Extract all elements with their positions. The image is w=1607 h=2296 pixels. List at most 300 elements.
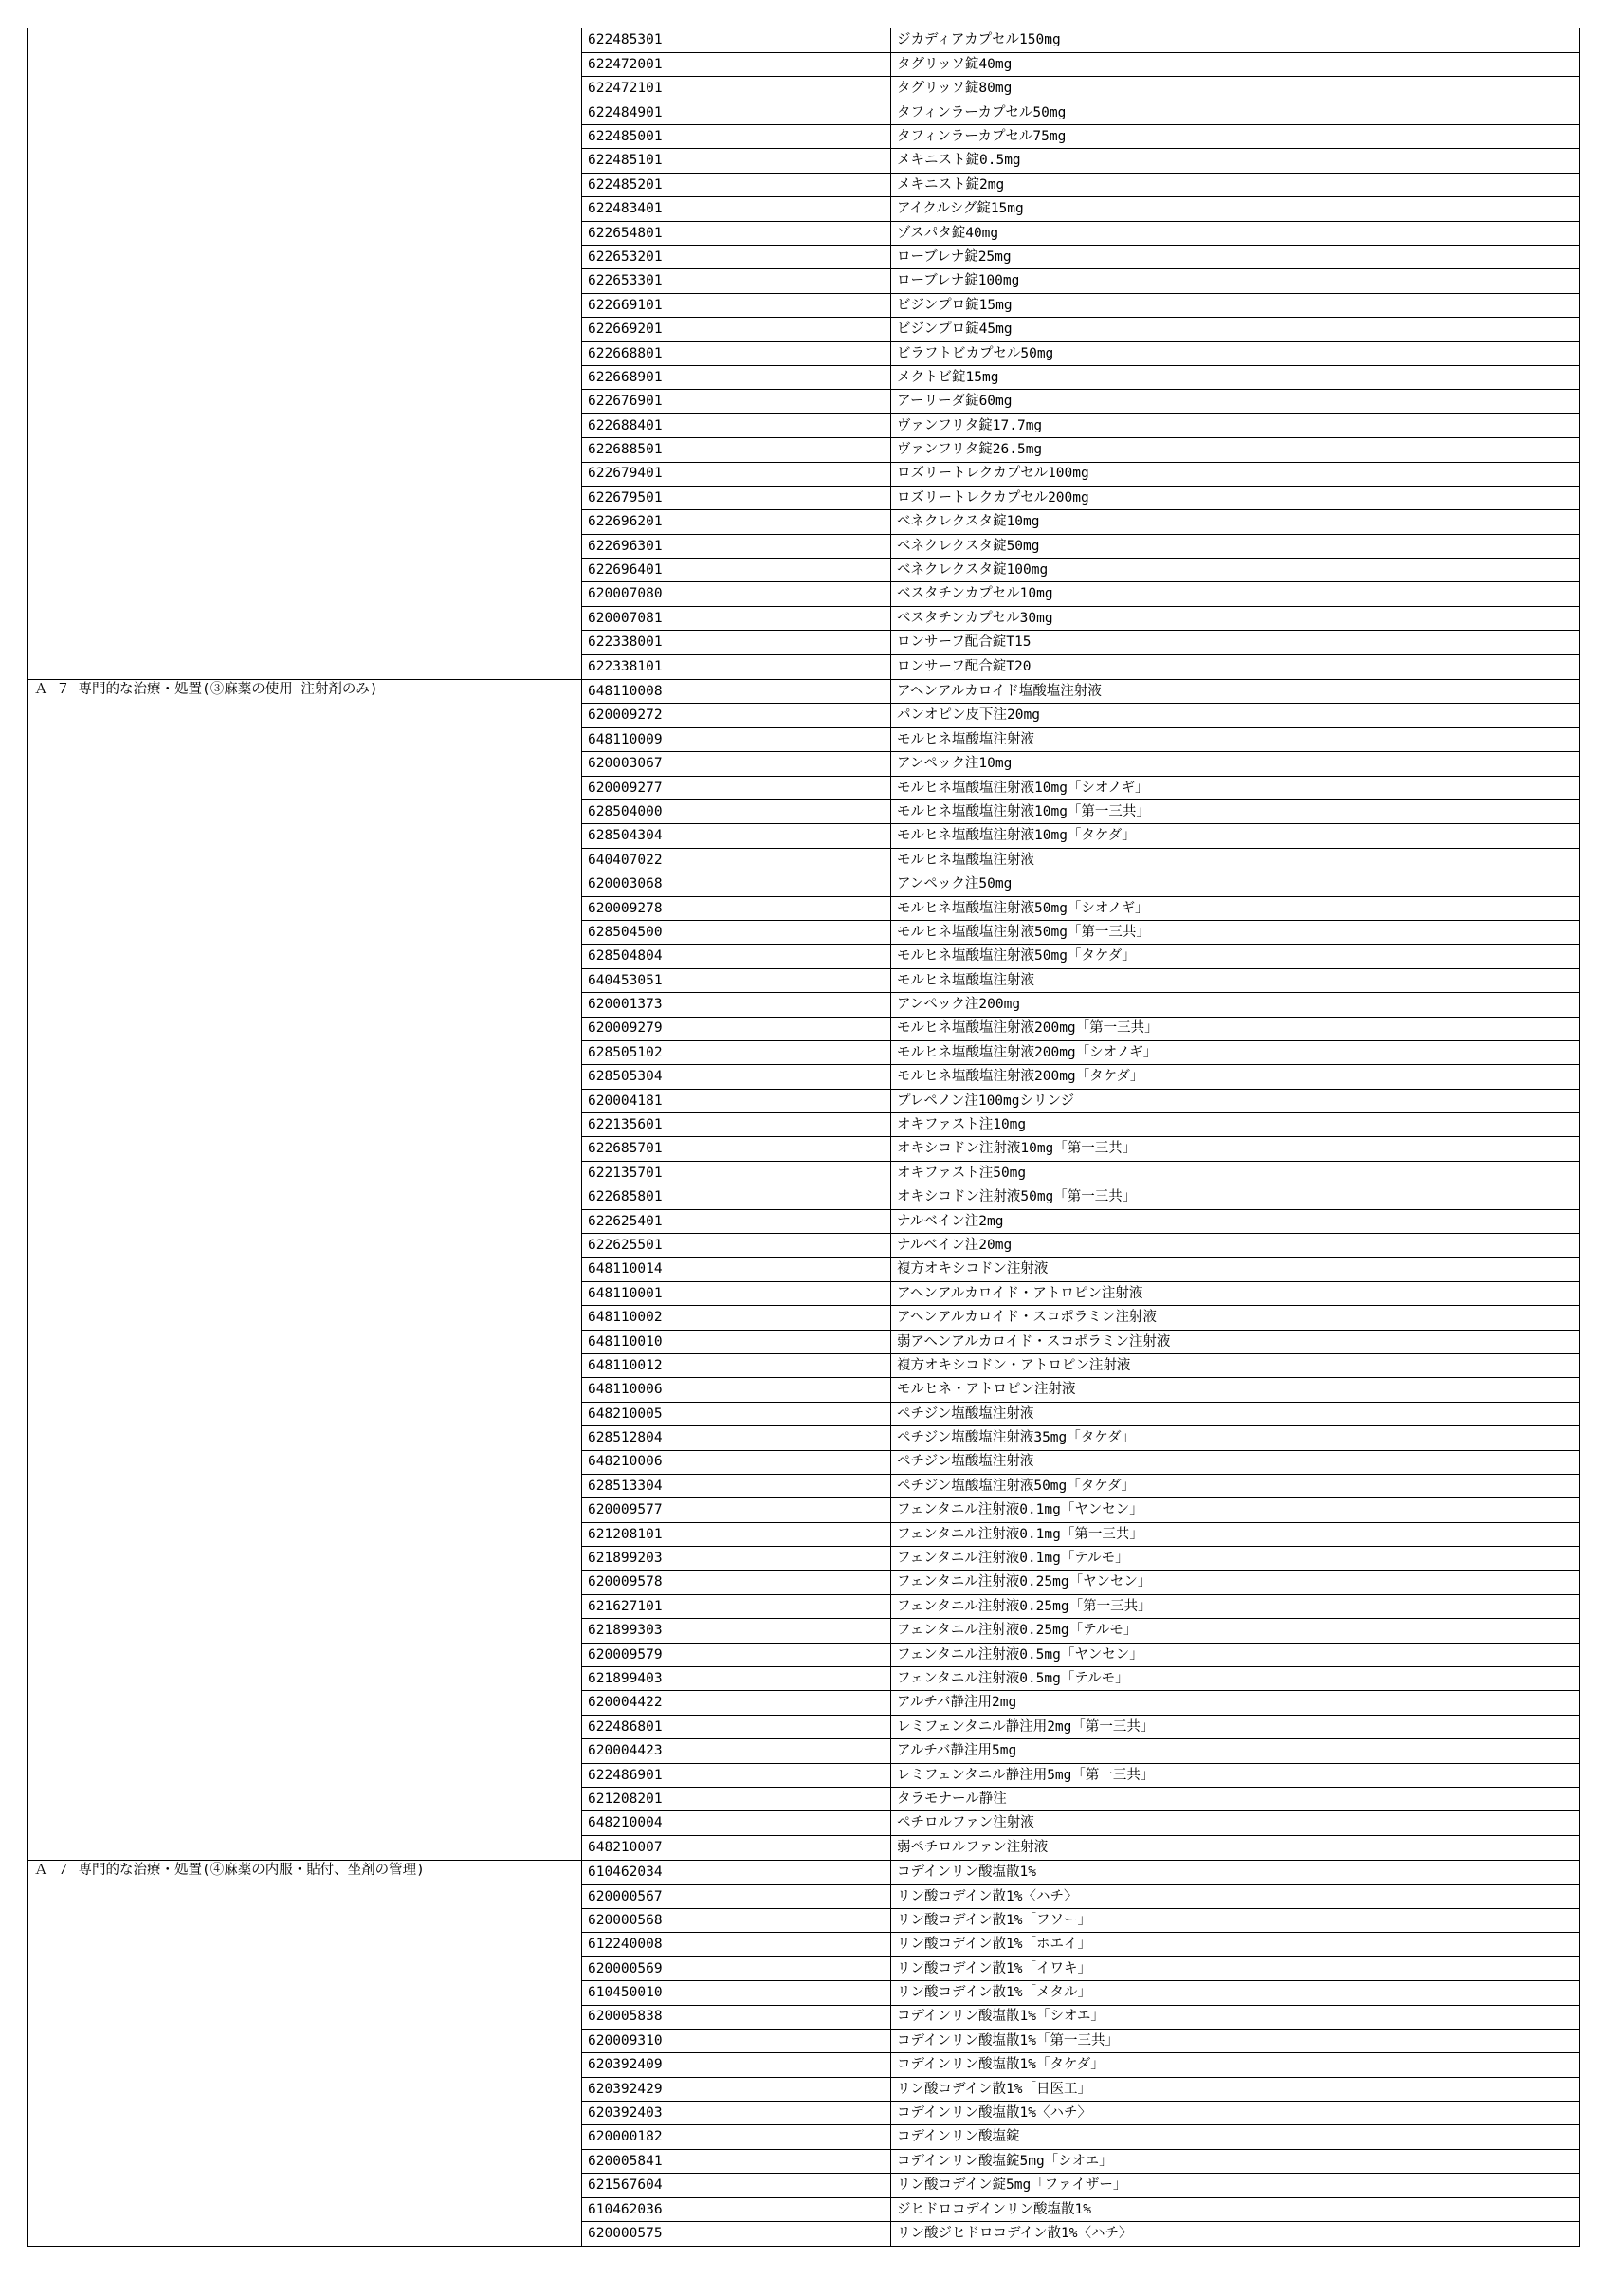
table-row bbox=[28, 1643, 1580, 1666]
category-cell-continued bbox=[28, 197, 582, 221]
drug-code-cell: 622485001 bbox=[582, 125, 891, 149]
table-row bbox=[28, 365, 1580, 389]
category-cell-continued bbox=[28, 390, 582, 413]
table-row bbox=[28, 1281, 1580, 1305]
category-cell-continued bbox=[28, 1835, 582, 1860]
category-cell-continued bbox=[28, 896, 582, 920]
drug-code-cell: 620392403 bbox=[582, 2102, 891, 2125]
table-row bbox=[28, 77, 1580, 101]
drug-name-cell: ロンサーフ配合錠T15 bbox=[891, 631, 1580, 654]
table-row bbox=[28, 1981, 1580, 2005]
table-row bbox=[28, 510, 1580, 534]
drug-name-cell: モルヒネ塩酸塩注射液10mg「シオノギ」 bbox=[891, 776, 1580, 799]
drug-name-cell: ペチジン塩酸塩注射液 bbox=[891, 1450, 1580, 1474]
category-cell-continued bbox=[28, 1161, 582, 1185]
category-cell-continued bbox=[28, 1330, 582, 1353]
category-cell-continued bbox=[28, 269, 582, 293]
drug-name-cell: コデインリン酸塩散1%「タケダ」 bbox=[891, 2053, 1580, 2077]
table-row bbox=[28, 582, 1580, 606]
drug-code-cell: 648110001 bbox=[582, 1281, 891, 1305]
table-row bbox=[28, 2102, 1580, 2125]
drug-code-cell: 622338101 bbox=[582, 654, 891, 679]
drug-name-cell: モルヒネ塩酸塩注射液10mg「タケダ」 bbox=[891, 824, 1580, 848]
category-cell-continued bbox=[28, 824, 582, 848]
table-row bbox=[28, 824, 1580, 848]
drug-name-cell: リン酸コデイン散1%〈ハチ〉 bbox=[891, 1884, 1580, 1908]
category-cell-continued bbox=[28, 1040, 582, 1064]
drug-name-cell: レミフェンタニル静注用2mg「第一三共」 bbox=[891, 1715, 1580, 1738]
drug-name-cell: ビジンプロ錠15mg bbox=[891, 293, 1580, 317]
category-cell-continued bbox=[28, 341, 582, 365]
table-row bbox=[28, 1306, 1580, 1330]
category-cell-continued bbox=[28, 365, 582, 389]
category-cell-continued bbox=[28, 1209, 582, 1233]
drug-code-cell: 622486901 bbox=[582, 1763, 891, 1787]
drug-name-cell: ヴァンフリタ錠17.7mg bbox=[891, 413, 1580, 437]
drug-code-cell: 620392409 bbox=[582, 2053, 891, 2077]
category-cell-continued bbox=[28, 293, 582, 317]
category-cell-continued bbox=[28, 1981, 582, 2005]
category-cell-continued bbox=[28, 2053, 582, 2077]
table-row bbox=[28, 1426, 1580, 1450]
category-cell-continued bbox=[28, 968, 582, 992]
drug-name-cell: ジヒドロコデインリン酸塩散1% bbox=[891, 2197, 1580, 2221]
drug-name-cell: コデインリン酸塩錠 bbox=[891, 2125, 1580, 2149]
category-cell-continued bbox=[28, 1643, 582, 1666]
drug-code-cell: 620009578 bbox=[582, 1570, 891, 1594]
drug-code-cell: 628512804 bbox=[582, 1426, 891, 1450]
table-row bbox=[28, 318, 1580, 341]
table-row bbox=[28, 1209, 1580, 1233]
category-cell-continued bbox=[28, 1185, 582, 1209]
drug-code-cell: 622484901 bbox=[582, 101, 891, 124]
category-cell-continued bbox=[28, 1498, 582, 1522]
category-cell bbox=[28, 28, 582, 53]
drug-name-cell: アヘンアルカロイド塩酸塩注射液 bbox=[891, 679, 1580, 704]
drug-name-cell: モルヒネ塩酸塩注射液200mg「シオノギ」 bbox=[891, 1040, 1580, 1064]
drug-code-cell: 628513304 bbox=[582, 1474, 891, 1497]
drug-code-cell: 622135701 bbox=[582, 1161, 891, 1185]
drug-name-cell: モルヒネ塩酸塩注射液10mg「第一三共」 bbox=[891, 800, 1580, 824]
drug-code-cell: 622625501 bbox=[582, 1234, 891, 1258]
table-row bbox=[28, 52, 1580, 76]
drug-name-cell: ペチジン塩酸塩注射液35mg「タケダ」 bbox=[891, 1426, 1580, 1450]
drug-code-cell: 621627101 bbox=[582, 1594, 891, 1618]
drug-name-cell: フェンタニル注射液0.5mg「ヤンセン」 bbox=[891, 1643, 1580, 1666]
drug-name-cell: ゾスパタ錠40mg bbox=[891, 221, 1580, 245]
drug-name-cell: ベネクレクスタ錠50mg bbox=[891, 534, 1580, 558]
table-row bbox=[28, 438, 1580, 462]
category-cell-continued bbox=[28, 1522, 582, 1546]
drug-code-cell: 620000567 bbox=[582, 1884, 891, 1908]
category-cell-continued bbox=[28, 1594, 582, 1618]
drug-name-cell: 複方オキシコドン注射液 bbox=[891, 1258, 1580, 1281]
table-row bbox=[28, 1763, 1580, 1787]
drug-name-cell: リン酸コデイン散1%「メタル」 bbox=[891, 1981, 1580, 2005]
category-cell-continued bbox=[28, 1234, 582, 1258]
category-cell-continued bbox=[28, 1908, 582, 1932]
drug-code-cell: 622135601 bbox=[582, 1113, 891, 1137]
table-row bbox=[28, 1667, 1580, 1691]
drug-name-cell: 弱ペチロルファン注射液 bbox=[891, 1835, 1580, 1860]
table-row bbox=[28, 2125, 1580, 2149]
drug-code-cell: 622486801 bbox=[582, 1715, 891, 1738]
category-cell-continued bbox=[28, 2077, 582, 2101]
category-cell: Ａ ７ 専門的な治療・処置(④麻薬の内服・貼付、坐剤の管理) bbox=[28, 1860, 582, 1884]
table-row bbox=[28, 173, 1580, 196]
category-cell-continued bbox=[28, 246, 582, 269]
drug-code-cell: 620003068 bbox=[582, 872, 891, 896]
category-cell-continued bbox=[28, 848, 582, 872]
drug-name-cell: モルヒネ塩酸塩注射液 bbox=[891, 848, 1580, 872]
category-cell-continued bbox=[28, 1715, 582, 1738]
category-cell-continued bbox=[28, 654, 582, 679]
drug-code-cell: 620000568 bbox=[582, 1908, 891, 1932]
category-cell-continued bbox=[28, 752, 582, 776]
category-cell-continued bbox=[28, 1017, 582, 1040]
drug-name-cell: ロズリートレクカプセル100mg bbox=[891, 462, 1580, 486]
drug-name-cell: リン酸コデイン錠5mg「ファイザー」 bbox=[891, 2174, 1580, 2197]
table-row bbox=[28, 101, 1580, 124]
table-row bbox=[28, 197, 1580, 221]
drug-name-cell: フェンタニル注射液0.1mg「ヤンセン」 bbox=[891, 1498, 1580, 1522]
table-row bbox=[28, 1402, 1580, 1425]
drug-name-cell: オキファスト注50mg bbox=[891, 1161, 1580, 1185]
category-cell-continued bbox=[28, 1884, 582, 1908]
category-cell-continued bbox=[28, 582, 582, 606]
table-row bbox=[28, 945, 1580, 968]
category-cell-continued bbox=[28, 1353, 582, 1377]
table-row bbox=[28, 1835, 1580, 1860]
drug-name-cell: ペチジン塩酸塩注射液 bbox=[891, 1402, 1580, 1425]
drug-code-cell: 620001373 bbox=[582, 993, 891, 1017]
table-row bbox=[28, 269, 1580, 293]
drug-code-cell: 620000182 bbox=[582, 2125, 891, 2149]
table-row bbox=[28, 1715, 1580, 1738]
drug-name-cell: オキシコドン注射液50mg「第一三共」 bbox=[891, 1185, 1580, 1209]
table-row bbox=[28, 2174, 1580, 2197]
drug-code-cell: 628504804 bbox=[582, 945, 891, 968]
drug-code-cell: 648110009 bbox=[582, 727, 891, 751]
table-row bbox=[28, 1040, 1580, 1064]
table-row bbox=[28, 149, 1580, 173]
table-row bbox=[28, 293, 1580, 317]
drug-name-cell: リン酸コデイン散1%「日医工」 bbox=[891, 2077, 1580, 2101]
drug-code-cell: 628504500 bbox=[582, 920, 891, 944]
category-cell-continued bbox=[28, 1065, 582, 1089]
table-row bbox=[28, 28, 1580, 53]
table-row bbox=[28, 776, 1580, 799]
drug-code-cell: 648110012 bbox=[582, 1353, 891, 1377]
drug-code-cell: 648110008 bbox=[582, 679, 891, 704]
table-row bbox=[28, 1956, 1580, 1980]
table-row bbox=[28, 246, 1580, 269]
table-row bbox=[28, 1258, 1580, 1281]
table-row bbox=[28, 2197, 1580, 2221]
table-row bbox=[28, 1474, 1580, 1497]
drug-name-cell: タフィンラーカプセル50mg bbox=[891, 101, 1580, 124]
table-row bbox=[28, 1619, 1580, 1643]
category-cell-continued bbox=[28, 318, 582, 341]
drug-name-cell: ペチジン塩酸塩注射液50mg「タケダ」 bbox=[891, 1474, 1580, 1497]
drug-name-cell: ペチロルファン注射液 bbox=[891, 1811, 1580, 1835]
table-row bbox=[28, 1522, 1580, 1546]
drug-code-table bbox=[27, 28, 1580, 2247]
drug-name-cell: アンペック注10mg bbox=[891, 752, 1580, 776]
category-cell-continued bbox=[28, 1450, 582, 1474]
category-cell-continued bbox=[28, 1788, 582, 1811]
table-row bbox=[28, 2222, 1580, 2247]
drug-code-cell: 640453051 bbox=[582, 968, 891, 992]
table-row bbox=[28, 800, 1580, 824]
category-cell-continued bbox=[28, 1763, 582, 1787]
drug-code-cell: 648210004 bbox=[582, 1811, 891, 1835]
drug-code-cell: 620004181 bbox=[582, 1089, 891, 1112]
drug-name-cell: ベスタチンカプセル10mg bbox=[891, 582, 1580, 606]
table-row bbox=[28, 704, 1580, 727]
table-row bbox=[28, 534, 1580, 558]
category-cell-continued bbox=[28, 413, 582, 437]
drug-name-cell: コデインリン酸塩散1% bbox=[891, 1860, 1580, 1884]
drug-name-cell: フェンタニル注射液0.25mg「ヤンセン」 bbox=[891, 1570, 1580, 1594]
drug-code-cell: 648110014 bbox=[582, 1258, 891, 1281]
category-cell-continued bbox=[28, 1137, 582, 1161]
drug-code-cell: 640407022 bbox=[582, 848, 891, 872]
drug-code-cell: 621567604 bbox=[582, 2174, 891, 2197]
table-row bbox=[28, 896, 1580, 920]
table-row bbox=[28, 1860, 1580, 1884]
table-row bbox=[28, 2077, 1580, 2101]
drug-name-cell: モルヒネ塩酸塩注射液50mg「タケダ」 bbox=[891, 945, 1580, 968]
table-row bbox=[28, 125, 1580, 149]
drug-code-cell: 622685701 bbox=[582, 1137, 891, 1161]
drug-code-cell: 620000575 bbox=[582, 2222, 891, 2247]
table-row bbox=[28, 1089, 1580, 1112]
table-row bbox=[28, 1498, 1580, 1522]
category-cell-continued bbox=[28, 1281, 582, 1305]
table-row bbox=[28, 2053, 1580, 2077]
category-cell-continued bbox=[28, 77, 582, 101]
drug-name-cell: ベネクレクスタ錠10mg bbox=[891, 510, 1580, 534]
table-row bbox=[28, 1330, 1580, 1353]
drug-name-cell: フェンタニル注射液0.1mg「第一三共」 bbox=[891, 1522, 1580, 1546]
category-cell-continued bbox=[28, 2149, 582, 2173]
table-row bbox=[28, 606, 1580, 630]
category-cell-continued bbox=[28, 173, 582, 196]
drug-code-cell: 622688401 bbox=[582, 413, 891, 437]
category-cell-continued bbox=[28, 800, 582, 824]
category-cell-continued bbox=[28, 606, 582, 630]
drug-name-cell: 複方オキシコドン・アトロピン注射液 bbox=[891, 1353, 1580, 1377]
drug-name-cell: アルチバ静注用2mg bbox=[891, 1691, 1580, 1715]
table-row bbox=[28, 1234, 1580, 1258]
category-cell-continued bbox=[28, 2197, 582, 2221]
table-row bbox=[28, 1450, 1580, 1474]
drug-name-cell: リン酸ジヒドロコデイン散1%〈ハチ〉 bbox=[891, 2222, 1580, 2247]
drug-code-cell: 622485201 bbox=[582, 173, 891, 196]
category-cell-continued bbox=[28, 1956, 582, 1980]
category-cell-continued bbox=[28, 1426, 582, 1450]
drug-code-cell: 620007080 bbox=[582, 582, 891, 606]
drug-code-cell: 622654801 bbox=[582, 221, 891, 245]
drug-name-cell: メキニスト錠2mg bbox=[891, 173, 1580, 196]
drug-code-cell: 622696201 bbox=[582, 510, 891, 534]
category-cell-continued bbox=[28, 2222, 582, 2247]
table-row bbox=[28, 1353, 1580, 1377]
drug-name-cell: リン酸コデイン散1%「イワキ」 bbox=[891, 1956, 1580, 1980]
drug-name-cell: ナルベイン注20mg bbox=[891, 1234, 1580, 1258]
drug-name-cell: オキファスト注10mg bbox=[891, 1113, 1580, 1137]
category-cell-continued bbox=[28, 2174, 582, 2197]
drug-code-cell: 622485301 bbox=[582, 28, 891, 53]
drug-name-cell: アイクルシグ錠15mg bbox=[891, 197, 1580, 221]
category-cell-continued bbox=[28, 1378, 582, 1402]
table-row bbox=[28, 221, 1580, 245]
category-cell-continued bbox=[28, 510, 582, 534]
drug-code-cell: 620009579 bbox=[582, 1643, 891, 1666]
category-cell-continued bbox=[28, 704, 582, 727]
drug-code-cell: 610462034 bbox=[582, 1860, 891, 1884]
drug-code-cell: 620009310 bbox=[582, 2029, 891, 2052]
table-row bbox=[28, 679, 1580, 704]
category-cell-continued bbox=[28, 1306, 582, 1330]
drug-name-cell: アンペック注200mg bbox=[891, 993, 1580, 1017]
table-row bbox=[28, 1185, 1580, 1209]
category-cell-continued bbox=[28, 534, 582, 558]
category-cell-continued bbox=[28, 1258, 582, 1281]
drug-code-cell: 622472101 bbox=[582, 77, 891, 101]
drug-name-cell: 弱アヘンアルカロイド・スコポラミン注射液 bbox=[891, 1330, 1580, 1353]
table-row bbox=[28, 968, 1580, 992]
drug-name-cell: タグリッソ錠40mg bbox=[891, 52, 1580, 76]
category-cell-continued bbox=[28, 125, 582, 149]
drug-name-cell: ジカディアカプセル150mg bbox=[891, 28, 1580, 53]
drug-name-cell: コデインリン酸塩散1%〈ハチ〉 bbox=[891, 2102, 1580, 2125]
table-row bbox=[28, 993, 1580, 1017]
category-cell: Ａ ７ 専門的な治療・処置(③麻薬の使用 注射剤のみ) bbox=[28, 679, 582, 704]
drug-name-cell: ロンサーフ配合錠T20 bbox=[891, 654, 1580, 679]
category-cell-continued bbox=[28, 2005, 582, 2029]
drug-code-cell: 620005841 bbox=[582, 2149, 891, 2173]
drug-name-cell: ローブレナ錠100mg bbox=[891, 269, 1580, 293]
category-cell-continued bbox=[28, 1089, 582, 1112]
drug-name-cell: コデインリン酸塩散1%「第一三共」 bbox=[891, 2029, 1580, 2052]
table-row bbox=[28, 654, 1580, 679]
drug-code-cell: 620009278 bbox=[582, 896, 891, 920]
table-row bbox=[28, 2149, 1580, 2173]
table-row bbox=[28, 1065, 1580, 1089]
category-cell-continued bbox=[28, 631, 582, 654]
category-cell-continued bbox=[28, 52, 582, 76]
drug-name-cell: ベネクレクスタ錠100mg bbox=[891, 559, 1580, 582]
drug-code-cell: 622669201 bbox=[582, 318, 891, 341]
drug-name-cell: ナルベイン注2mg bbox=[891, 1209, 1580, 1233]
drug-name-cell: メクトビ錠15mg bbox=[891, 365, 1580, 389]
drug-name-cell: モルヒネ塩酸塩注射液200mg「第一三共」 bbox=[891, 1017, 1580, 1040]
drug-code-cell: 648110002 bbox=[582, 1306, 891, 1330]
drug-name-cell: アヘンアルカロイド・アトロピン注射液 bbox=[891, 1281, 1580, 1305]
drug-name-cell: モルヒネ塩酸塩注射液50mg「シオノギ」 bbox=[891, 896, 1580, 920]
table-row bbox=[28, 559, 1580, 582]
drug-code-cell: 620003067 bbox=[582, 752, 891, 776]
drug-name-cell: モルヒネ塩酸塩注射液 bbox=[891, 968, 1580, 992]
table-row bbox=[28, 341, 1580, 365]
drug-code-cell: 622669101 bbox=[582, 293, 891, 317]
drug-code-cell: 622653301 bbox=[582, 269, 891, 293]
drug-code-cell: 620007081 bbox=[582, 606, 891, 630]
drug-name-cell: タグリッソ錠80mg bbox=[891, 77, 1580, 101]
drug-code-cell: 620004422 bbox=[582, 1691, 891, 1715]
table-row bbox=[28, 631, 1580, 654]
category-cell-continued bbox=[28, 1619, 582, 1643]
drug-name-cell: コデインリン酸塩錠5mg「シオエ」 bbox=[891, 2149, 1580, 2173]
drug-code-cell: 610450010 bbox=[582, 1981, 891, 2005]
drug-code-cell: 622676901 bbox=[582, 390, 891, 413]
table-row bbox=[28, 1739, 1580, 1763]
drug-code-cell: 648210007 bbox=[582, 1835, 891, 1860]
drug-code-table-body bbox=[28, 28, 1580, 2247]
category-cell-continued bbox=[28, 993, 582, 1017]
drug-code-cell: 612240008 bbox=[582, 1933, 891, 1956]
category-cell-continued bbox=[28, 2029, 582, 2052]
category-cell-continued bbox=[28, 872, 582, 896]
category-cell-continued bbox=[28, 149, 582, 173]
drug-code-cell: 622696301 bbox=[582, 534, 891, 558]
table-row bbox=[28, 462, 1580, 486]
category-cell-continued bbox=[28, 776, 582, 799]
drug-name-cell: パンオピン皮下注20mg bbox=[891, 704, 1580, 727]
drug-code-cell: 610462036 bbox=[582, 2197, 891, 2221]
table-row bbox=[28, 2029, 1580, 2052]
table-row bbox=[28, 413, 1580, 437]
table-row bbox=[28, 1017, 1580, 1040]
category-cell-continued bbox=[28, 1691, 582, 1715]
drug-code-cell: 622679401 bbox=[582, 462, 891, 486]
drug-code-cell: 648210005 bbox=[582, 1402, 891, 1425]
category-cell-continued bbox=[28, 486, 582, 509]
drug-code-cell: 620009279 bbox=[582, 1017, 891, 1040]
drug-code-cell: 620000569 bbox=[582, 1956, 891, 1980]
drug-name-cell: アーリーダ錠60mg bbox=[891, 390, 1580, 413]
drug-name-cell: メキニスト錠0.5mg bbox=[891, 149, 1580, 173]
table-row bbox=[28, 1594, 1580, 1618]
drug-code-cell: 621899403 bbox=[582, 1667, 891, 1691]
table-row bbox=[28, 1570, 1580, 1594]
table-row bbox=[28, 920, 1580, 944]
drug-code-cell: 621899303 bbox=[582, 1619, 891, 1643]
drug-code-cell: 622668801 bbox=[582, 341, 891, 365]
category-cell-continued bbox=[28, 945, 582, 968]
category-cell-continued bbox=[28, 1474, 582, 1497]
category-cell-continued bbox=[28, 2102, 582, 2125]
category-cell-continued bbox=[28, 438, 582, 462]
table-row bbox=[28, 848, 1580, 872]
drug-code-cell: 621899203 bbox=[582, 1547, 891, 1570]
drug-name-cell: ローブレナ錠25mg bbox=[891, 246, 1580, 269]
drug-name-cell: ロズリートレクカプセル200mg bbox=[891, 486, 1580, 509]
drug-name-cell: フェンタニル注射液0.1mg「テルモ」 bbox=[891, 1547, 1580, 1570]
drug-name-cell: ビラフトビカプセル50mg bbox=[891, 341, 1580, 365]
drug-code-cell: 628504304 bbox=[582, 824, 891, 848]
table-row bbox=[28, 1908, 1580, 1932]
table-row bbox=[28, 727, 1580, 751]
drug-code-cell: 648110010 bbox=[582, 1330, 891, 1353]
drug-code-cell: 622668901 bbox=[582, 365, 891, 389]
category-cell-continued bbox=[28, 920, 582, 944]
category-cell-continued bbox=[28, 1933, 582, 1956]
drug-name-cell: コデインリン酸塩散1%「シオエ」 bbox=[891, 2005, 1580, 2029]
drug-code-cell: 622485101 bbox=[582, 149, 891, 173]
